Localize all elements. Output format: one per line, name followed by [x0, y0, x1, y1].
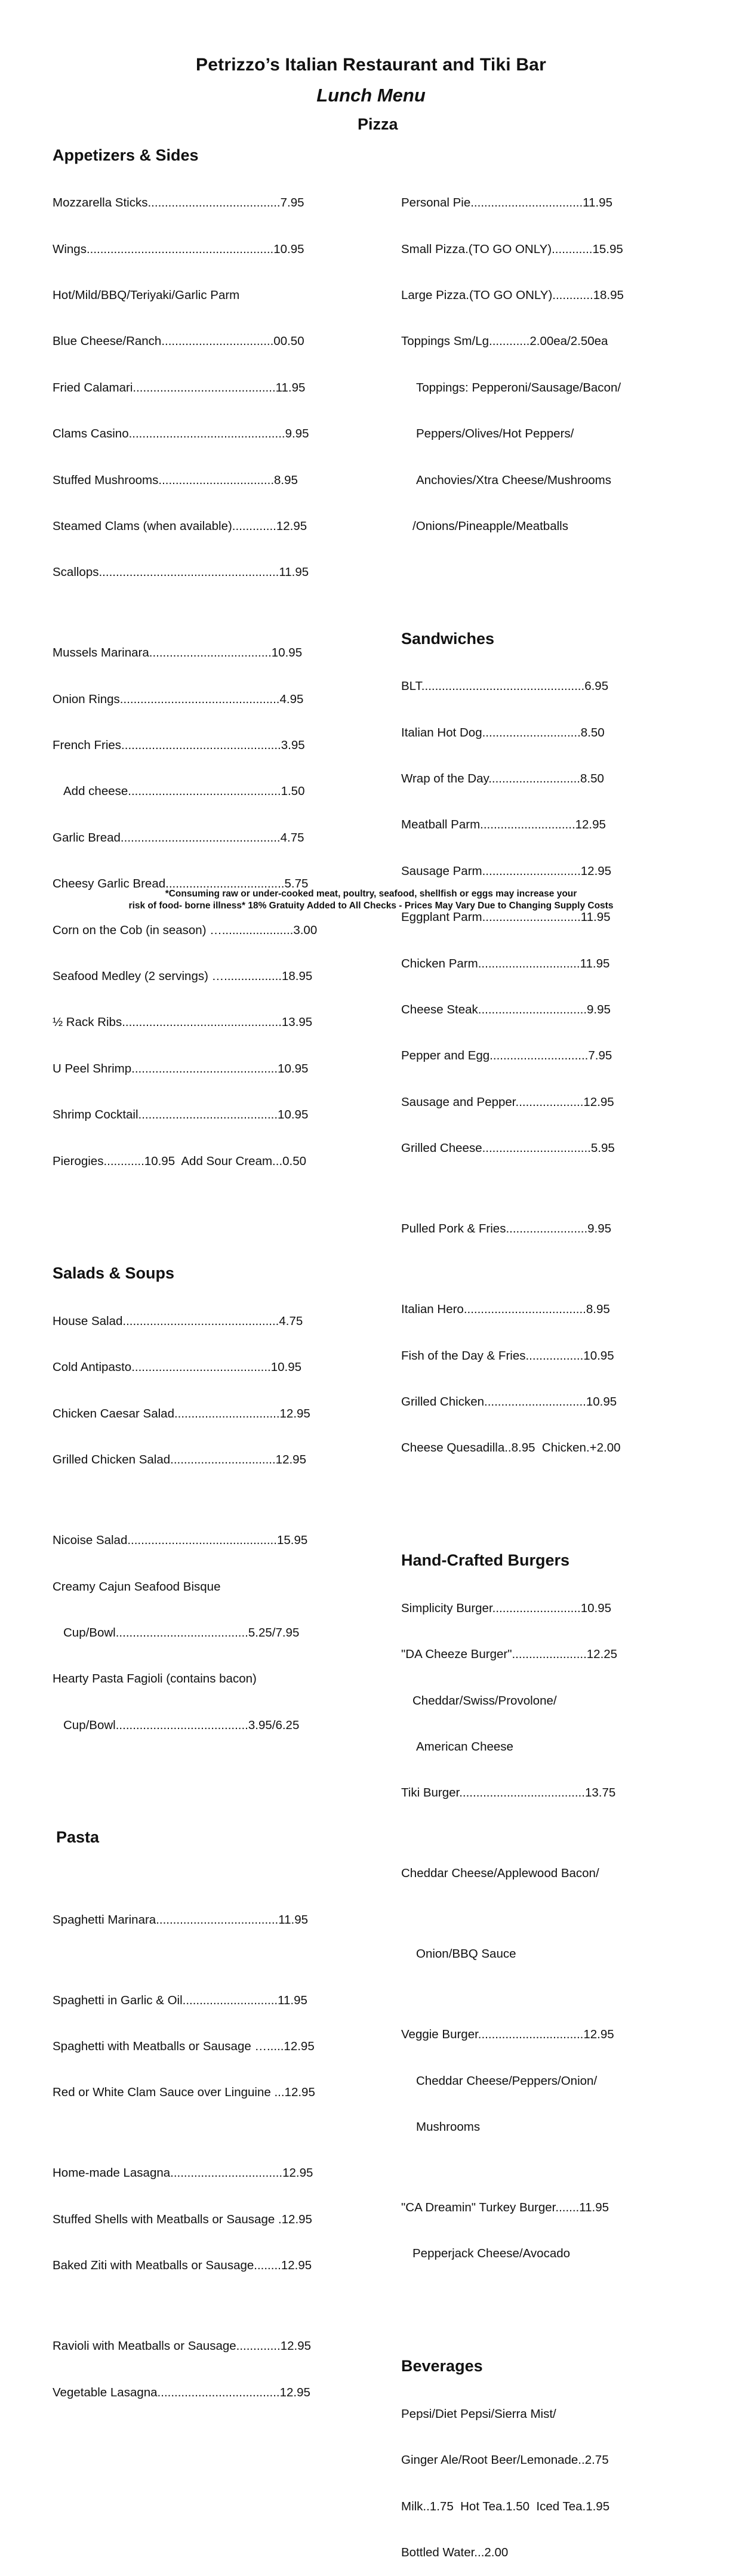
menu-item: Grilled Cheese................................5.95	[401, 1141, 615, 1155]
menu-item-note: Cheddar Cheese/Applewood Bacon/	[401, 1866, 599, 1881]
section-heading-pasta: Pasta	[56, 1828, 100, 1847]
menu-item: "CA Dreamin" Turkey Burger.......11.95	[401, 2201, 609, 2214]
menu-item: Red or White Clam Sauce over Linguine ...12.95	[53, 2085, 315, 2100]
menu-item: Toppings Sm/Lg............2.00ea/2.50ea	[401, 334, 608, 349]
menu-item: Large Pizza.(TO GO ONLY)............18.95	[401, 288, 624, 302]
menu-item: Cheese Steak................................9.95	[401, 1003, 611, 1017]
menu-subtitle: Lunch Menu	[316, 85, 426, 106]
footer-disclaimer	[0, 888, 742, 912]
menu-item: Spaghetti Marinara....................................11.95	[53, 1912, 309, 1927]
menu-item: Personal Pie.................................11.95	[401, 196, 612, 210]
menu-item: Seafood Medley (2 servings) ….................18.95	[53, 969, 313, 984]
menu-item: Nicoise Salad............................................15.95	[53, 1533, 308, 1548]
menu-item: Mussels Marinara....................................10.95	[53, 646, 303, 660]
menu-item: Baked Ziti with Meatballs or Sausage........12.95	[53, 2258, 312, 2273]
menu-item: Wings.......................................................10.95	[53, 242, 304, 256]
menu-item: Hearty Pasta Fagioli (contains bacon)	[53, 1672, 257, 1686]
menu-item: Sausage Parm.............................12.95	[401, 864, 612, 878]
menu-item: Fish of the Day & Fries.................10.95	[401, 1348, 614, 1363]
menu-item: Grilled Chicken Salad...............................12.95	[53, 1453, 306, 1467]
menu-item: Steamed Clams (when available).............12.95	[53, 519, 307, 533]
menu-item-note: Hot/Mild/BBQ/Teriyaki/Garlic Parm	[53, 288, 240, 302]
menu-item-note: Onion/BBQ Sauce	[416, 1947, 516, 1961]
menu-item: Grilled Chicken..............................10.95	[401, 1394, 617, 1409]
restaurant-title: Petrizzo’s Italian Restaurant and Tiki Bar	[196, 55, 546, 75]
menu-item: Cheese Quesadilla..8.95 Chicken.+2.00	[401, 1441, 621, 1455]
menu-item: Stuffed Shells with Meatballs or Sausage .12.95	[53, 2212, 312, 2226]
menu-item: Pulled Pork & Fries........................9.95	[401, 1222, 612, 1236]
menu-item-addon: Cup/Bowl.......................................3.95/6.25	[63, 1718, 300, 1732]
menu-item-note: Anchovies/Xtra Cheese/Mushrooms	[416, 473, 612, 487]
menu-item: Italian Hero....................................8.95	[401, 1302, 610, 1317]
menu-item-note: /Onions/Pineapple/Meatballs	[412, 519, 568, 533]
menu-item: Onion Rings...............................................4.95	[53, 692, 304, 706]
menu-item-note: Cheddar Cheese/Peppers/Onion/	[416, 2073, 598, 2088]
section-heading-beverages: Beverages	[401, 2357, 483, 2375]
menu-item: Sausage and Pepper....................12.95	[401, 1095, 614, 1109]
menu-item: Creamy Cajun Seafood Bisque	[53, 1579, 221, 1594]
menu-item: Bottled Water...2.00	[401, 2545, 509, 2559]
section-heading-pizza: Pizza	[358, 115, 398, 133]
menu-item: Chicken Caesar Salad...............................12.95	[53, 1406, 310, 1421]
menu-item: Mozzarella Sticks.......................................7.95	[53, 196, 304, 210]
menu-item: Corn on the Cob (in season) ….....................3.00	[53, 923, 318, 937]
menu-item: Pepsi/Diet Pepsi/Sierra Mist/	[401, 2406, 556, 2421]
left-column	[53, 115, 317, 2415]
menu-item: Clams Casino..............................................9.95	[53, 427, 309, 441]
section-heading-burgers: Hand-Crafted Burgers	[401, 1551, 570, 1570]
menu-item: Blue Cheese/Ranch.................................00.50	[53, 334, 304, 349]
menu-item-note: Peppers/Olives/Hot Peppers/	[416, 427, 574, 441]
menu-item: BLT................................................6.95	[401, 679, 609, 694]
menu-item: Fried Calamari..........................................11.95	[53, 380, 306, 395]
menu-item: Garlic Bread...............................................4.75	[53, 830, 304, 845]
menu-item: Meatball Parm............................12.95	[401, 818, 606, 832]
right-column	[401, 115, 624, 2576]
footer-line: *Consuming raw or under-cooked meat, poultry, seafood, shellfish or eggs may increase your	[165, 889, 577, 899]
menu-item: "DA Cheeze Burger"......................12.25	[401, 1647, 618, 1662]
menu-item: ½ Rack Ribs...............................................13.95	[53, 1015, 313, 1030]
menu-item: French Fries...............................................3.95	[53, 738, 305, 753]
menu-item: Pepper and Egg.............................7.95	[401, 1049, 612, 1063]
section-heading-appetizers: Appetizers & Sides	[53, 146, 199, 164]
menu-item: Italian Hot Dog.............................8.50	[401, 725, 605, 739]
section-heading-salads: Salads & Soups	[53, 1264, 175, 1283]
menu-item: Spaghetti with Meatballs or Sausage ….....12.95	[53, 2039, 315, 2054]
menu-item: Milk..1.75 Hot Tea.1.50 Iced Tea.1.95	[401, 2499, 610, 2513]
menu-item-note: Mushrooms	[416, 2120, 481, 2134]
menu-item: Shrimp Cocktail.........................................10.95	[53, 1108, 309, 1122]
menu-item: Ravioli with Meatballs or Sausage.............12.95	[53, 2339, 311, 2353]
menu-item: Home-made Lasagna.................................12.95	[53, 2166, 313, 2180]
menu-item-note: Toppings: Pepperoni/Sausage/Bacon/	[416, 380, 621, 395]
menu-item: Tiki Burger.....................................13.75	[401, 1786, 616, 1800]
menu-item-addon: Add cheese.............................................1.50	[63, 784, 305, 799]
menu-item: Small Pizza.(TO GO ONLY)............15.95	[401, 242, 623, 256]
menu-item-note: Pepperjack Cheese/Avocado	[412, 2247, 571, 2261]
menu-item: Cold Antipasto.........................................10.95	[53, 1360, 302, 1375]
menu-item-note: American Cheese	[416, 1739, 513, 1754]
menu-item: U Peel Shrimp...........................................10.95	[53, 1061, 309, 1076]
menu-item: Simplicity Burger..........................10.95	[401, 1601, 612, 1615]
menu-item-addon: Cup/Bowl.......................................5.25/7.95	[63, 1625, 300, 1640]
footer-line: risk of food- borne illness* 18% Gratuity Added to All Checks - Prices May Vary Due to Changing Supply Costs	[128, 901, 614, 911]
menu-item: Ginger Ale/Root Beer/Lemonade..2.75	[401, 2453, 609, 2467]
menu-item: Eggplant Parm.............................11.95	[401, 910, 611, 925]
menu-item: Cheesy Garlic Bread...................................5.75	[53, 877, 309, 891]
menu-item: Scallops.....................................................11.95	[53, 565, 309, 580]
menu-item: Stuffed Mushrooms..................................8.95	[53, 473, 298, 487]
menu-item: Vegetable Lasagna....................................12.95	[53, 2385, 310, 2399]
section-heading-sandwiches: Sandwiches	[401, 629, 495, 648]
menu-item: Pierogies............10.95 Add Sour Cream...0.50	[53, 1154, 307, 1168]
menu-item: House Salad..............................................4.75	[53, 1314, 303, 1328]
menu-item: Chicken Parm..............................11.95	[401, 956, 610, 970]
menu-item: Veggie Burger...............................12.95	[401, 2027, 614, 2042]
menu-item-note: Cheddar/Swiss/Provolone/	[412, 1693, 557, 1708]
menu-item: Spaghetti in Garlic & Oil............................11.95	[53, 1993, 307, 2007]
menu-item: Wrap of the Day...........................8.50	[401, 772, 604, 786]
